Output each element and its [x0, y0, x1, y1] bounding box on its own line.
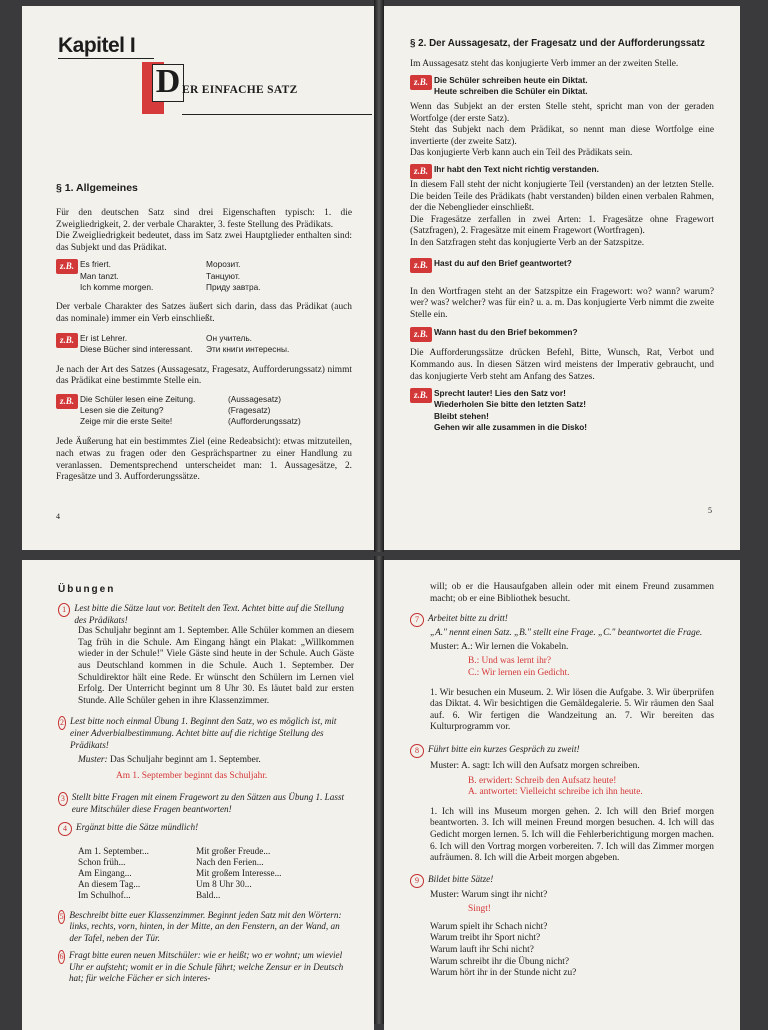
completion-item: Um 8 Uhr 30...: [196, 879, 252, 890]
muster-text: Das Schuljahr beginnt am 1. September.: [110, 755, 261, 766]
paragraph: Im Aussagesatz steht das konjugierte Verb immer an der zweiten Stelle.: [410, 59, 679, 69]
section-2-heading: § 2. Der Aussagesatz, der Fragesatz und der Aufforderungssatz: [410, 38, 705, 49]
example-de: Es friert.: [80, 259, 111, 270]
example-ru: Танцуют.: [206, 270, 241, 281]
muster-label: Muster:: [78, 755, 108, 766]
exercise-number: 3: [58, 792, 68, 806]
example-de: Sprecht lauter! Lies den Satz vor!: [434, 388, 566, 399]
exercise-subtask: „A." nennt einen Satz. „B." stellt eine Frage. „C." beantwortet die Frage.: [430, 627, 703, 638]
exercise-task: Lest bitte noch einmal Übung 1. Beginnt den Satz, wo es möglich ist, mit einer Adverbialbestimmung. Achtet bitte auf die richtige Stellung des Prädikats!: [70, 716, 337, 750]
example-de: Ihr habt den Text nicht richtig verstanden.: [434, 163, 599, 174]
example-block-3: [56, 394, 352, 428]
exercise-number: 2: [58, 716, 66, 730]
paragraph: In diesem Fall steht der nicht konjugierte Teil (verstanden) an der letzten Stelle. Die beiden Teile des Prädikats (habt verstanden) bilden einen verbalen Rahmen, der die Nebenglieder einschließt.: [410, 179, 714, 214]
completion-item: Nach den Ferien...: [196, 856, 264, 867]
exercise-text: 1. Wir besuchen ein Museum. 2. Wir lösen die Aufgabe. 3. Wir überprüfen das Diktat. 4. Wir besichtigen die Gemäldegalerie. 5. Wir räumen den Saal auf. 6. Wir fertigen die Wandzeitung an. 7. Wir bereiten das Kulturprogramm vor.: [430, 687, 714, 733]
exercise-number: 6: [58, 950, 65, 964]
example-de: Wiederholen Sie bitte den letzten Satz!: [434, 399, 587, 410]
page-number: 5: [708, 506, 712, 515]
example-block: [410, 327, 714, 342]
chapter-rule: [58, 58, 154, 59]
example-de: Er ist Lehrer.: [80, 333, 128, 344]
muster-answer: A. antwortet: Vielleicht schreibe ich ihn heute.: [468, 787, 643, 798]
zb-badge: z.B.: [410, 164, 432, 179]
chapter-title-rule: [182, 114, 372, 115]
example-de: Heute schreiben die Schüler ein Diktat.: [434, 85, 588, 96]
example-block: [410, 388, 714, 433]
completion-item: Mit großer Freude...: [196, 845, 271, 856]
section-1-heading: § 1. Allgemeines: [56, 182, 138, 194]
list-item: Warum schreibt ihr die Übung nicht?: [430, 956, 570, 967]
muster-answer: Am 1. September beginnt das Schuljahr.: [116, 770, 268, 781]
exercise-number: 9: [410, 874, 424, 888]
exercises-heading: Übungen: [58, 584, 116, 595]
exercise-task: Bildet bitte Sätze!: [428, 873, 494, 884]
example-block: [410, 75, 714, 97]
muster-answer: Singt!: [468, 904, 491, 915]
page-5: [384, 6, 740, 550]
exercise-number: 1: [58, 603, 70, 617]
example-de: Zeige mir die erste Seite!: [80, 416, 173, 427]
completion-item: An diesem Tag...: [78, 879, 141, 890]
exercise-task: Beschreibt bitte euer Klassenzimmer. Beginnt jeden Satz mit den Wörtern: links, rechts, vorn, hinten, in der Mitte, an den Fenstern, an der Wand, an der Tafel, neben der Tür.: [69, 909, 342, 943]
example-block-2: [56, 333, 352, 355]
muster-answer: C.: Wir lernen ein Gedicht.: [468, 667, 570, 678]
exercise-6: [58, 950, 354, 985]
zb-badge: z.B.: [410, 258, 432, 273]
exercise-text: 1. Ich will ins Museum morgen gehen. 2. Ich will den Brief morgen beantworten. 3. Ich will meinen Freund morgen besuchen. 4. Ich will das Gedicht morgen lernen. 5. Ich will die Fehlerberichtigung morgen machen. 6. Ich will den Vortrag morgen vorbereiten. 7. Ich will das Zimmer morgen aufräumen. 8. Ich will die Arbeit morgen abgeben.: [430, 806, 714, 864]
example-de: Lesen sie die Zeitung?: [80, 404, 164, 415]
book-gutter-top: [374, 0, 384, 552]
zb-badge: z.B.: [56, 259, 78, 274]
exercise-task: Lest bitte die Sätze laut vor. Betitelt den Text. Achtet bitte auf die Stellung des Prädikats!: [74, 603, 345, 625]
paragraph: Die Zweigliedrigkeit bedeutet, dass im Satz zwei Hauptglieder enthalten sind: das Subjekt und das Prädikat.: [56, 231, 352, 253]
example-de: Wann hast du den Brief bekommen?: [434, 327, 578, 338]
chapter-label: Kapitel I: [58, 34, 136, 57]
example-de: Diese Bücher sind interessant.: [80, 344, 193, 355]
continued-text: will; ob er die Hausaufgaben allein oder mit einem Freund zusammen macht; ob er eine Bibliothek besucht.: [430, 582, 714, 604]
completion-columns: [78, 846, 354, 902]
example-de: Die Schüler schreiben heute ein Diktat.: [434, 74, 588, 85]
muster-text: Muster: Warum singt ihr nicht?: [430, 889, 548, 900]
example-ru: Морозит.: [206, 259, 241, 270]
paragraph: Jede Äußerung hat ein bestimmtes Ziel (eine Redeabsicht): etwas mitzuteilen, nach etwas zu fragen oder den Gesprächspartner zu einer Handlung zu veranlassen. Dementsprechend unterscheidet man: 1. Aussagesätze, 2. Fragesätze und 3. Aufforderungssätze.: [56, 437, 352, 483]
exercise-7: [410, 613, 714, 627]
paragraph: Die Aufforderungssätze drücken Befehl, Bitte, Wunsch, Rat, Verbot und Kommando aus. In diesen Sätzen wird meistens der Imperativ gebraucht, und das konjugierte Verb steht am Anfang des Satzes.: [410, 348, 714, 382]
page-number: 4: [56, 512, 60, 521]
zb-badge: z.B.: [410, 388, 432, 403]
paragraph: Steht das Subjekt nach dem Prädikat, so nennt man diese Wortfolge eine invertierte (der zweite Satz).: [410, 125, 714, 147]
exercise-number: 4: [58, 822, 72, 836]
paragraph: Die Fragesätze zerfallen in zwei Arten: 1. Fragesätze ohne Fragewort (Satzfragen), 2. Fragesätze mit einem Fragewort (Wortfragen).: [410, 214, 714, 237]
page-7: [384, 560, 740, 1030]
page-4: [22, 6, 374, 550]
exercise-task: Ergänzt bitte die Sätze mündlich!: [76, 821, 199, 832]
exercise-4: [58, 822, 354, 836]
example-ru: Эти книги интересны.: [206, 344, 290, 355]
paragraph: Der verbale Charakter des Satzes äußert sich darin, dass das Prädikat (auch das nominale) immer ein Verb einschließt.: [56, 301, 352, 324]
muster-text: Muster: A. sagt: Ich will den Aufsatz morgen schreiben.: [430, 760, 640, 771]
paragraph: In den Satzfragen steht das konjugierte Verb an der Satzspitze.: [410, 237, 645, 248]
chapter-title: ER EINFACHE SATZ: [182, 84, 298, 96]
completion-item: Schon früh...: [78, 856, 126, 867]
paragraph: Für den deutschen Satz sind drei Eigenschaften typisch: 1. die Zweigliedrigkeit, 2. der verbale Charakter, 3. feste Stellung des Prädikats.: [56, 208, 352, 230]
example-de: Gehen wir alle zusammen in die Disko!: [434, 421, 588, 432]
zb-badge: z.B.: [56, 394, 78, 409]
example-de: Die Schüler lesen eine Zeitung.: [80, 393, 196, 404]
paragraph: Je nach der Art des Satzes (Aussagesatz, Fragesatz, Aufforderungssatz) nimmt das Prädikat eine bestimmte Stelle ein.: [56, 364, 352, 387]
example-de: Hast du auf den Brief geantwortet?: [434, 257, 572, 268]
exercise-8: [410, 744, 714, 758]
exercise-9: [410, 874, 714, 888]
exercise-5: [58, 910, 354, 945]
exercise-number: 7: [410, 613, 424, 627]
example-ru: Он учитель.: [206, 333, 252, 344]
completion-item: Im Schulhof...: [78, 890, 131, 901]
example-type: (Fragesatz): [228, 404, 271, 415]
exercise-number: 8: [410, 744, 424, 758]
example-block: [410, 258, 714, 273]
example-ru: Приду завтра.: [206, 281, 261, 292]
zb-badge: z.B.: [410, 75, 432, 90]
paragraph: Wenn das Subjekt an der ersten Stelle steht, spricht man von der geraden Wortfolge (der erste Satz).: [410, 102, 714, 124]
list-item: Warum hört ihr in der Stunde nicht zu?: [430, 968, 577, 979]
list-item: Warum treibt ihr Sport nicht?: [430, 933, 541, 944]
chapter-initial-letter: D: [152, 64, 184, 102]
exercise-2: [58, 716, 354, 751]
muster-text: Muster: A.: Wir lernen die Vokabeln.: [430, 641, 569, 652]
example-type: (Aufforderungssatz): [228, 416, 301, 427]
completion-item: Mit großem Interesse...: [196, 867, 282, 878]
muster-answer: B.: Und was lernt ihr?: [468, 656, 552, 667]
exercise-task: Stellt bitte Fragen mit einem Fragewort zu den Sätzen aus Übung 1. Lasst eure Mitschüler diese Fragen beantworten!: [71, 792, 345, 814]
book-gutter-bottom: [374, 556, 384, 1024]
exercise-1: [58, 603, 354, 626]
paragraph: In den Wortfragen steht an der Satzspitze ein Fragewort: wo? wann? warum? wer? was? welcher? was für ein? u. a. m. Das konjugierte Verb nimmt die zweite Stelle ein.: [410, 286, 714, 320]
example-de: Man tanzt.: [80, 270, 119, 281]
exercise-task: Arbeitet bitte zu dritt!: [428, 613, 508, 624]
zb-badge: z.B.: [56, 333, 78, 348]
paragraph: Das konjugierte Verb kann auch ein Teil des Prädikats sein.: [410, 148, 633, 159]
exercise-task: Führt bitte ein kurzes Gespräch zu zweit!: [428, 743, 580, 754]
example-block: [410, 164, 714, 179]
exercise-3: [58, 792, 354, 815]
example-de: Bleibt stehen!: [434, 410, 489, 421]
list-item: Warum spielt ihr Schach nicht?: [430, 921, 548, 932]
example-block-1: [56, 259, 352, 293]
list-item: Warum lauft ihr Schi nicht?: [430, 945, 534, 956]
zb-badge: z.B.: [410, 327, 432, 342]
example-type: (Aussagesatz): [228, 393, 282, 404]
completion-item: Bald...: [196, 890, 221, 901]
sentence-list: [430, 922, 714, 980]
page-6: [22, 560, 374, 1030]
example-de: Ich komme morgen.: [80, 281, 154, 292]
exercise-text: Das Schuljahr beginnt am 1. September. Alle Schüler kommen an diesem Tag früh in die Schule. Am Eingang hängt ein Plakat: „Willkommen wieder in der Schule!" Viele Gäste sind heute in der Schule. Auch Gäste aus Deutschland kommen in die Schule. Auch 1. September. Der Schuldirektor hält eine Rede. Er wünscht den Schülern im Lernen viel Erfolg. Der Unterricht beginnt um 8 Uhr 30. Es läutet bald zur ersten Stunde. Alle Schüler gehen in ihre Klassenzimmer.: [78, 626, 354, 706]
completion-item: Am 1. September...: [78, 845, 149, 856]
muster-answer: B. erwidert: Schreib den Aufsatz heute!: [468, 775, 617, 786]
exercise-number: 5: [58, 910, 65, 924]
completion-item: Am Eingang...: [78, 867, 132, 878]
exercise-task: Fragt bitte euren neuen Mitschüler: wie er heißt; wo er wohnt; um wieviel Uhr er aufsteht; womit er in die Schule fährt; welche Zensur er in Deutsch hat; für welche Fächer er sich interes-: [68, 950, 344, 984]
